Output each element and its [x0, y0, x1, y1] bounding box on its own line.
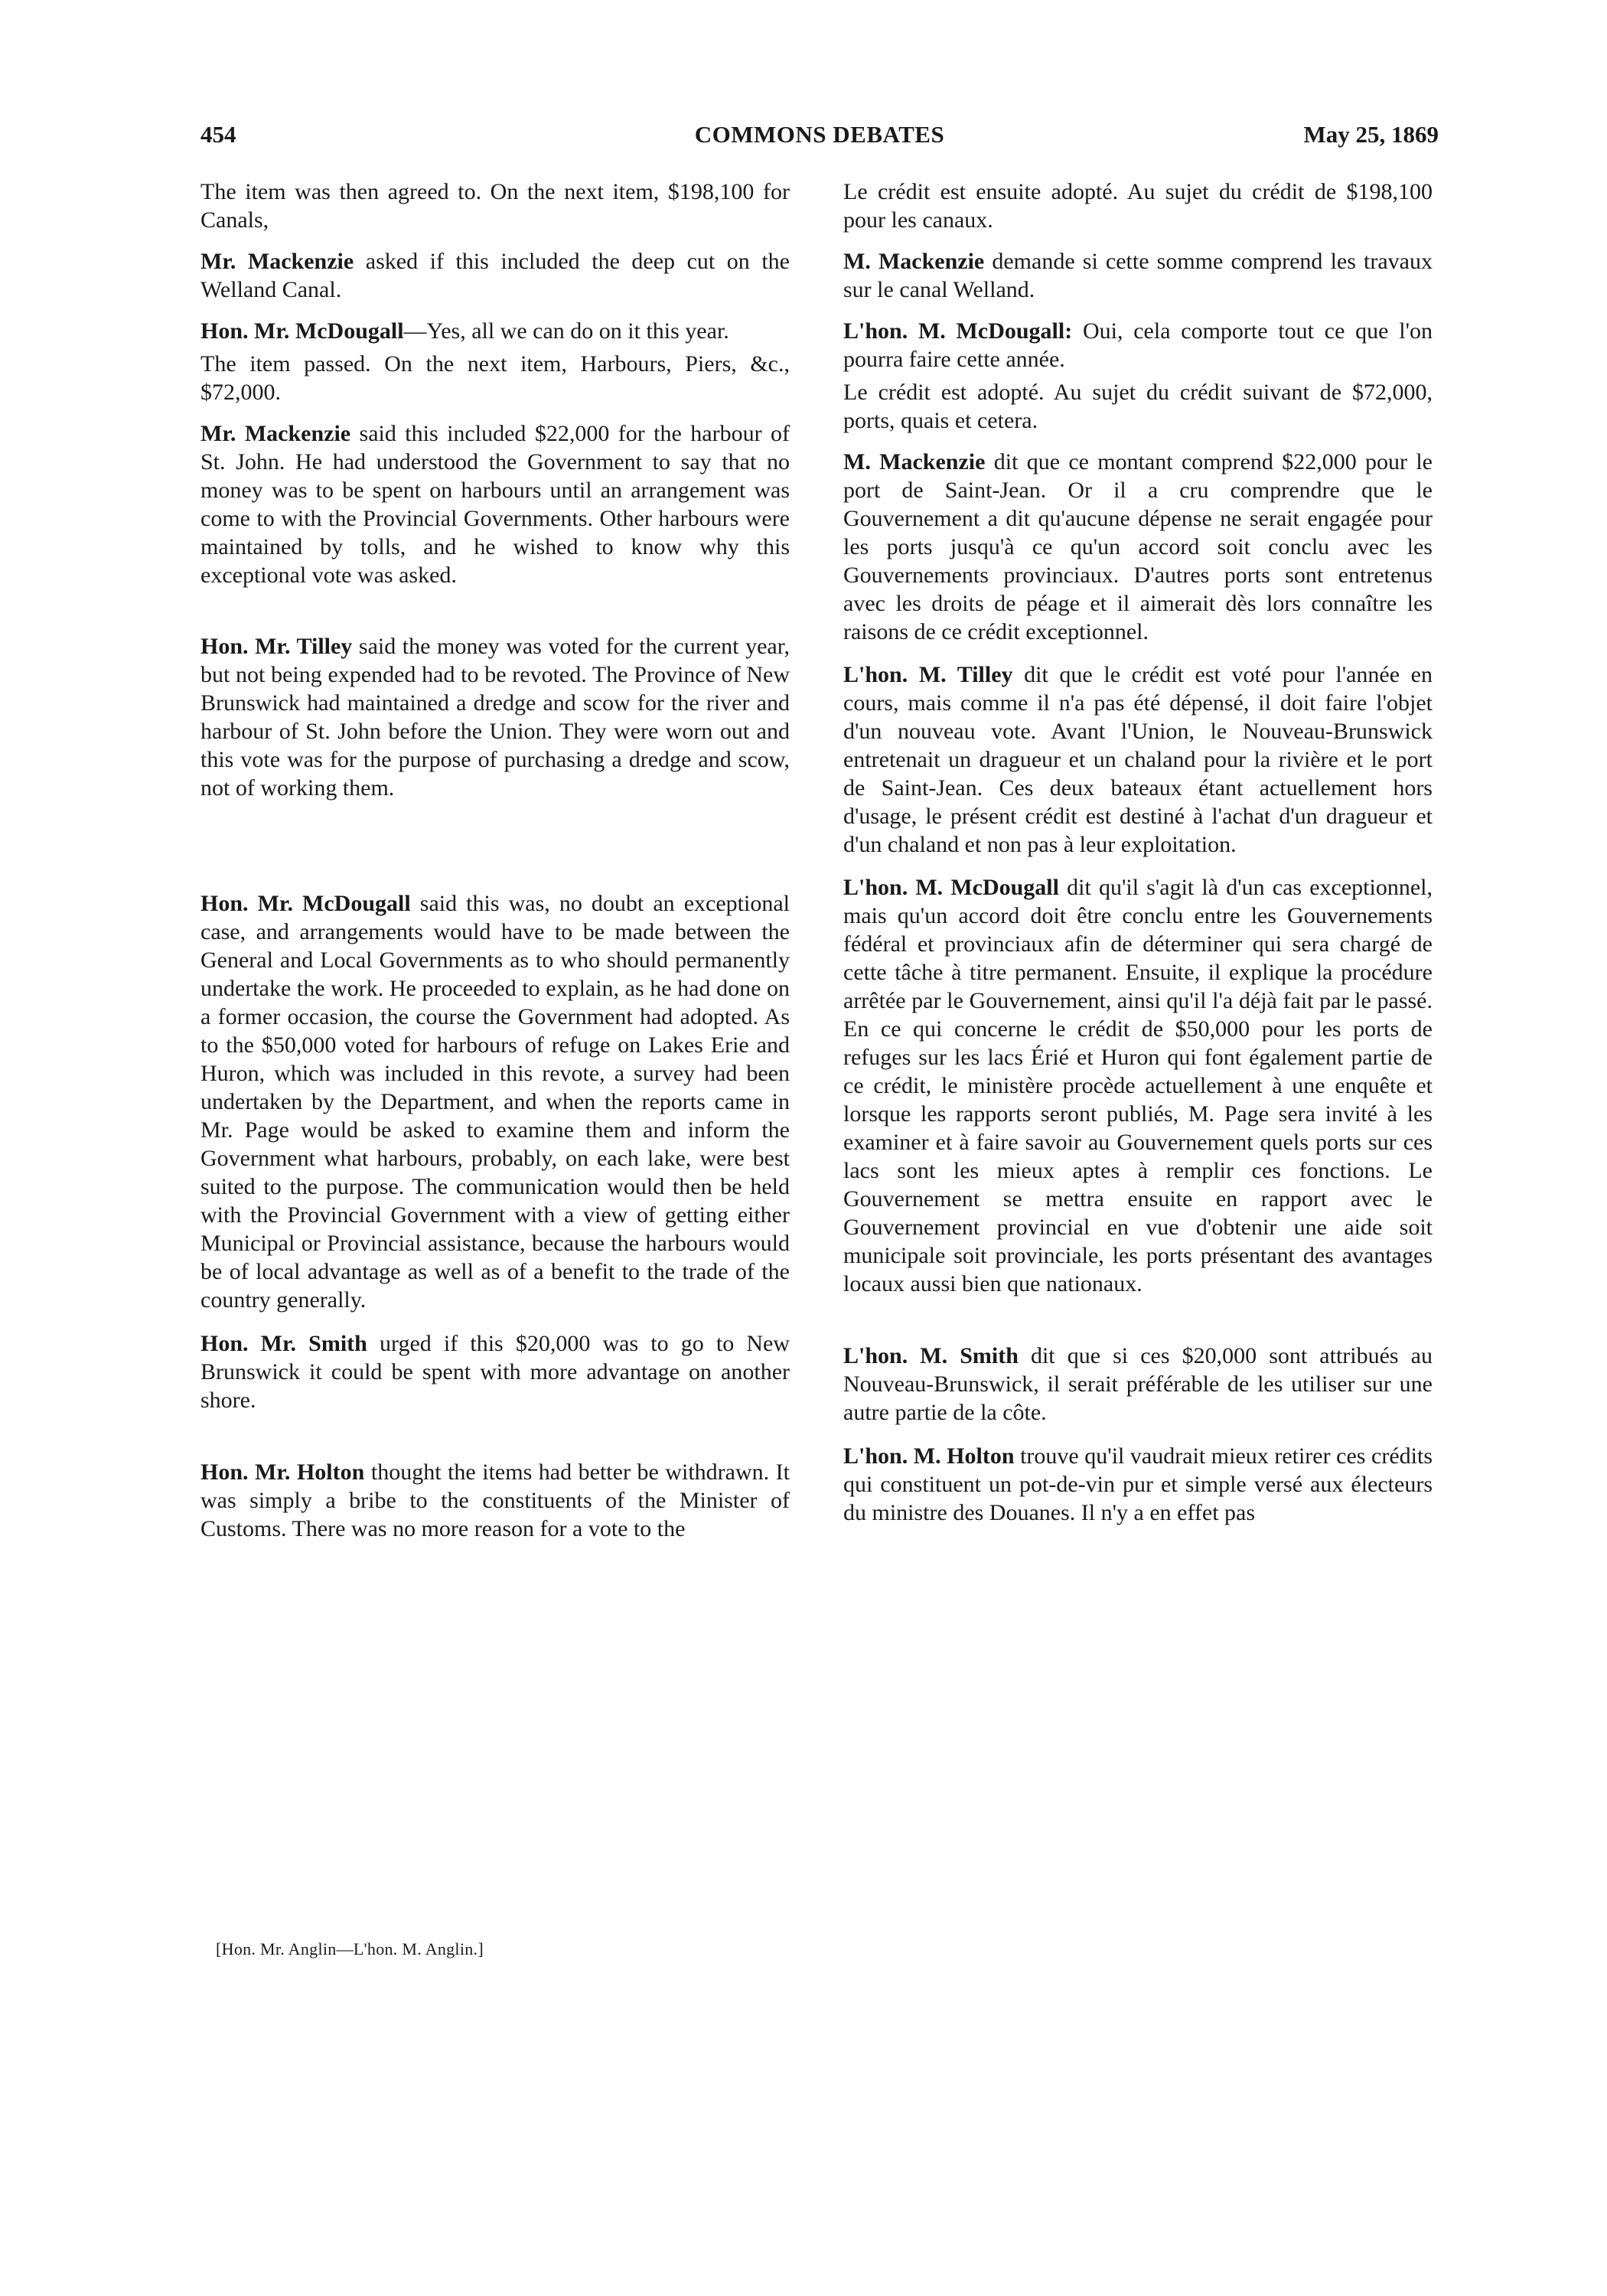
paragraph	[843, 247, 1433, 304]
paragraph-text: The item was then agreed to. On the next item, $198,100 for Canals,	[200, 179, 790, 233]
english-column	[200, 178, 790, 1543]
paragraph	[200, 350, 790, 406]
paragraph-text: thought the items had better be withdrawn. It was simply a bribe to the constituents of the Minister of Customs. There was no more reason for a vote to the	[200, 1459, 790, 1541]
paragraph-text: urged if this $20,000 was to go to New Brunswick it could be spent with more advantage on another shore.	[200, 1331, 790, 1413]
paragraph	[200, 247, 790, 304]
speaker-name: L'hon. M. McDougall:	[843, 318, 1073, 344]
paragraph	[843, 448, 1433, 646]
paragraph-text: dit que si ces $20,000 sont attribués au Nouveau-Brunswick, il serait préférable de les utiliser sur une autre partie de la côte.	[843, 1343, 1433, 1425]
paragraph	[843, 1442, 1433, 1527]
speaker-name: L'hon. M. Tilley	[843, 662, 1013, 687]
paragraph-text: Le crédit est ensuite adopté. Au sujet du crédit de $198,100 pour les canaux.	[843, 179, 1433, 233]
speaker-name: M. Mackenzie	[843, 449, 986, 475]
paragraph	[200, 317, 790, 345]
speaker-name: Hon. Mr. McDougall	[200, 891, 411, 916]
paragraph-text: said this included $22,000 for the harbour of St. John. He had understood the Government to say that no money was to be spent on harbours until an arrangement was come to with the Provincial Governments. Other harbours were maintained by tolls, and he wished to know why this exceptional vote was asked.	[200, 421, 790, 588]
paragraph	[843, 1342, 1433, 1427]
paragraph-text: demande si cette somme comprend les travaux sur le canal Welland.	[843, 249, 1433, 302]
speaker-name: M. Mackenzie	[843, 249, 985, 274]
speaker-name: Hon. Mr. Holton	[200, 1459, 365, 1485]
paragraph-text: trouve qu'il vaudrait mieux retirer ces crédits qui constituent un pot-de-vin pur et simple versé aux électeurs du ministre des Douanes. Il n'y a en effet pas	[843, 1443, 1433, 1525]
speaker-name: Hon. Mr. Smith	[200, 1331, 367, 1356]
paragraph	[200, 632, 790, 802]
speaker-name: Mr. Mackenzie	[200, 421, 351, 446]
page-title: COMMONS DEBATES	[694, 121, 945, 148]
speaker-name: Hon. Mr. McDougall	[200, 318, 404, 344]
paragraph-text: Le crédit est adopté. Au sujet du crédit suivant de $72,000, ports, quais et cetera.	[843, 380, 1433, 433]
speaker-name: L'hon. M. Holton	[843, 1443, 1015, 1469]
paragraph-text: said this was, no doubt an exceptional case, and arrangements would have to be made between the General and Local Governments as to who should permanently undertake the work. He proceeded to explain, as he had done on a former occasion, the course the Government had adopted. As to the $50,000 voted for harbours of refuge on Lakes Erie and Huron, which was included in this revote, a survey had been undertaken by the Department, and when the reports came in Mr. Page would be asked to examine them and inform the Government what harbours, probably, on each lake, were best suited to the purpose. The communication would then be held with the Provincial Government with a view of getting either Municipal or Provincial assistance, because the harbours would be of local advantage as well as of a benefit to the trade of the country generally.	[200, 891, 790, 1313]
page-date: May 25, 1869	[1303, 121, 1439, 148]
paragraph-text: —Yes, all we can do on it this year.	[403, 318, 729, 344]
french-column	[843, 178, 1433, 1527]
page-header	[200, 115, 1439, 161]
paragraph	[200, 178, 790, 234]
speaker-name: L'hon. M. Smith	[843, 1343, 1019, 1368]
page-number: 454	[200, 121, 236, 148]
paragraph-text: dit que ce montant comprend $22,000 pour le port de Saint-Jean. Or il a cru comprendre que le Gouvernement a dit qu'aucune dépense ne serait engagée pour les ports jusqu'à ce qu'un accord soit conclu avec les Gouvernements provinciaux. D'autres ports sont entretenus avec les droits de péage et il aimerait dès lors connaître les raisons de ce crédit exceptionnel.	[843, 449, 1433, 644]
paragraph-text: asked if this included the deep cut on the Welland Canal.	[200, 249, 790, 302]
paragraph	[200, 1329, 790, 1414]
footer-note: [Hon. Mr. Anglin—L'hon. M. Anglin.]	[216, 1939, 484, 1958]
paragraph-text: dit qu'il s'agit là d'un cas exceptionnel, mais qu'un accord doit être conclu entre les Gouvernements fédéral et provinciaux afin de déterminer qui sera chargé de cette tâche à titre permanent. Ensuite, il explique la procédure arrêtée par le Gouvernement, ainsi qu'il l'a déjà fait par le passé. En ce qui concerne le crédit de $50,000 pour les ports de refuges sur les lacs Érié et Huron qui font également partie de ce crédit, le ministère procède actuellement à une enquête et lorsque les rapports seront publiés, M. Page sera invité à les examiner et à faire savoir au Gouvernement quels ports sur ces lacs sont les mieux aptes à remplir ces fonctions. Le Gouvernement se mettra ensuite en rapport avec le Gouvernement provincial en vue d'obtenir une aide soit municipale soit provinciale, les ports présentant des avantages locaux aussi bien que nationaux.	[843, 875, 1433, 1296]
paragraph-text: The item passed. On the next item, Harbours, Piers, &c., $72,000.	[200, 351, 790, 405]
paragraph-text: dit que le crédit est voté pour l'année en cours, mais comme il n'a pas été dépensé, il doit faire l'objet d'un nouveau vote. Avant l'Union, le Nouveau-Brunswick entretenait un dragueur et un chaland pour la rivière et le port de Saint-Jean. Ces deux bateaux étant actuellement hors d'usage, le présent crédit est destiné à l'achat d'un dragueur et d'un chaland et non pas à leur exploitation.	[843, 662, 1433, 857]
paragraph	[843, 873, 1433, 1298]
paragraph	[200, 419, 790, 589]
paragraph-text: Oui, cela comporte tout ce que l'on pourra faire cette année.	[843, 318, 1433, 372]
paragraph	[843, 178, 1433, 234]
speaker-name: Hon. Mr. Tilley	[200, 634, 353, 659]
speaker-name: L'hon. M. McDougall	[843, 875, 1059, 900]
paragraph	[843, 660, 1433, 859]
paragraph	[843, 378, 1433, 435]
paragraph	[843, 317, 1433, 373]
paragraph-text: said the money was voted for the current year, but not being expended had to be revoted. The Province of New Brunswick had maintained a dredge and scow for the river and harbour of St. John before the Union. They were worn out and this vote was for the purpose of purchasing a dredge and scow, not of working them.	[200, 634, 790, 801]
paragraph	[200, 1458, 790, 1543]
paragraph	[200, 889, 790, 1314]
speaker-name: Mr. Mackenzie	[200, 249, 354, 274]
